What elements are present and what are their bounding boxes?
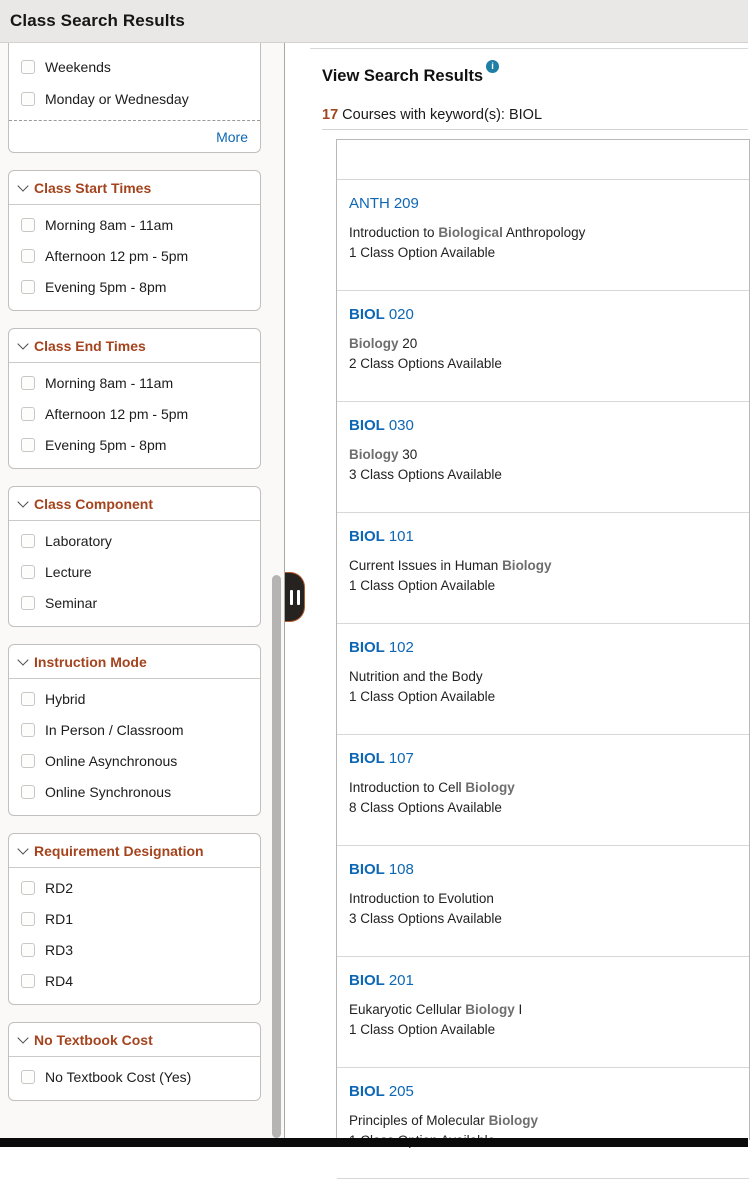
course-availability: 3 Class Options Available [349, 467, 502, 482]
course-number: 030 [388, 417, 414, 434]
course-code-link[interactable] [349, 971, 735, 990]
filter-checkbox-label: Morning 8am - 11am [45, 374, 174, 391]
filter-section-items [9, 363, 260, 468]
course-subject: BIOL [349, 750, 385, 767]
results-title: View Search Results [322, 67, 484, 85]
filter-checkbox[interactable] [21, 723, 35, 737]
course-availability: 1 Class Option Available [349, 245, 496, 260]
course-list [337, 180, 749, 1179]
filter-checkbox-item[interactable] [9, 398, 260, 429]
filter-checkbox-label: RD2 [45, 879, 74, 896]
course-number: 020 [388, 306, 414, 323]
course-result-row[interactable] [337, 513, 749, 624]
filter-checkbox-item[interactable] [9, 872, 260, 903]
course-code-link[interactable] [349, 194, 735, 213]
course-code-link[interactable] [349, 860, 735, 879]
filter-checkbox[interactable] [21, 218, 35, 232]
filter-checkbox[interactable] [21, 92, 35, 106]
filter-checkbox-label: Seminar [45, 594, 98, 611]
filter-checkbox-label: Evening 5pm - 8pm [45, 278, 167, 295]
sidebar-scrollbar-thumb[interactable] [272, 575, 281, 1138]
filter-checkbox-label: Monday or Wednesday [45, 91, 189, 107]
grid-toolbar-row [337, 140, 749, 180]
filter-checkbox-label: Online Asynchronous [45, 752, 178, 769]
filter-checkbox-item[interactable] [9, 271, 260, 302]
results-title-row [322, 61, 499, 86]
truncated-items-root [9, 51, 260, 115]
filter-section-items [9, 679, 260, 815]
filter-section [8, 833, 261, 1005]
filter-sidebar [0, 43, 285, 1138]
course-title: Introduction to Cell Biology [349, 780, 515, 795]
chevron-down-icon [17, 496, 28, 507]
course-availability: 2 Class Options Available [349, 356, 502, 371]
chevron-down-icon [17, 180, 28, 191]
chevron-down-icon [17, 1032, 28, 1043]
course-subject: BIOL [349, 417, 385, 434]
filter-checkbox[interactable] [21, 280, 35, 294]
filter-checkbox-label: Laboratory [45, 532, 112, 549]
filter-section [8, 170, 261, 311]
course-result-row[interactable] [337, 846, 749, 957]
filter-checkbox[interactable] [21, 881, 35, 895]
filter-section-header[interactable] [9, 329, 260, 363]
course-code-link[interactable] [349, 1082, 735, 1101]
filter-checkbox-item[interactable] [9, 556, 260, 587]
course-result-row[interactable] [337, 624, 749, 735]
filter-section [8, 644, 261, 816]
filter-box-days [8, 43, 261, 153]
course-result-row[interactable] [337, 1068, 749, 1179]
bottom-edge-bar [0, 1138, 748, 1147]
course-number: 101 [388, 528, 414, 545]
filter-checkbox-item[interactable] [9, 83, 260, 115]
results-count-row [322, 107, 542, 123]
course-title: Introduction to Evolution [349, 891, 494, 906]
course-title: Current Issues in Human Biology [349, 558, 552, 573]
course-code-link[interactable] [349, 416, 735, 435]
handle-grip-bar [297, 590, 300, 605]
filter-checkbox[interactable] [21, 376, 35, 390]
filter-section [8, 1022, 261, 1101]
filter-checkbox[interactable] [21, 565, 35, 579]
sidebar-sections [0, 170, 284, 1101]
filter-checkbox-item[interactable] [9, 525, 260, 556]
filter-section-header[interactable] [9, 171, 260, 205]
filter-checkbox-label: Evening 5pm - 8pm [45, 436, 167, 453]
course-title: Principles of Molecular Biology [349, 1113, 539, 1128]
course-subject: ANTH [349, 195, 390, 212]
course-results-grid [336, 139, 750, 1140]
course-title: Biology 20 [349, 336, 418, 351]
handle-grip-bar [290, 590, 293, 605]
filter-section-items [9, 868, 260, 1004]
course-subject: BIOL [349, 528, 385, 545]
filter-checkbox-label: Lecture [45, 563, 92, 580]
panel-resize-handle-icon[interactable] [285, 572, 305, 622]
filter-checkbox-label: In Person / Classroom [45, 721, 184, 738]
filter-checkbox-label: Afternoon 12 pm - 5pm [45, 247, 189, 264]
filter-checkbox[interactable] [21, 596, 35, 610]
filter-checkbox[interactable] [21, 785, 35, 799]
course-code-link[interactable] [349, 749, 735, 768]
filter-checkbox[interactable] [21, 438, 35, 452]
filter-section [8, 328, 261, 469]
course-result-row[interactable] [337, 180, 749, 291]
filter-checkbox-item[interactable] [9, 367, 260, 398]
chevron-down-icon [17, 338, 28, 349]
filter-checkbox[interactable] [21, 1070, 35, 1084]
filter-section-items [9, 521, 260, 626]
course-subject: BIOL [349, 639, 385, 656]
filter-section-title: Class Start Times [34, 179, 152, 196]
course-code-link[interactable] [349, 527, 735, 546]
filter-checkbox[interactable] [21, 407, 35, 421]
filter-section-header[interactable] [9, 487, 260, 521]
course-result-row[interactable] [337, 957, 749, 1068]
filter-section-title: Requirement Designation [34, 842, 204, 859]
filter-section-header[interactable] [9, 645, 260, 679]
course-result-row[interactable] [337, 735, 749, 846]
filter-checkbox[interactable] [21, 534, 35, 548]
course-availability: 1 Class Option Available [349, 689, 496, 704]
search-results-panel [286, 43, 748, 1138]
filter-checkbox-item[interactable] [9, 1061, 260, 1092]
filter-checkbox[interactable] [21, 692, 35, 706]
filter-checkbox-item[interactable] [9, 429, 260, 460]
filter-checkbox-label: No Textbook Cost (Yes) [45, 1068, 192, 1085]
filter-checkbox[interactable] [21, 912, 35, 926]
filter-section [8, 486, 261, 627]
filter-section-items [9, 205, 260, 310]
filter-section-header[interactable] [9, 1023, 260, 1057]
course-result-row[interactable] [337, 402, 749, 513]
course-code-link[interactable] [349, 305, 735, 324]
course-number: 102 [388, 639, 414, 656]
course-code-link[interactable] [349, 638, 735, 657]
filter-checkbox-item[interactable] [9, 714, 260, 745]
filter-checkbox-item[interactable] [9, 683, 260, 714]
filter-checkbox-label: Morning 8am - 11am [45, 216, 174, 233]
course-number: 201 [388, 972, 414, 989]
filter-section-title: Class Component [34, 495, 154, 512]
course-title: Nutrition and the Body [349, 669, 483, 684]
course-title: Biology 30 [349, 447, 418, 462]
page-header [0, 0, 748, 43]
course-result-row[interactable] [337, 291, 749, 402]
chevron-down-icon [17, 654, 28, 665]
page-title: Class Search Results [10, 11, 185, 30]
filter-section-title: Instruction Mode [34, 653, 147, 670]
filter-checkbox-label: RD3 [45, 941, 74, 958]
course-title: Eukaryotic Cellular Biology I [349, 1002, 523, 1017]
filter-checkbox-label: RD1 [45, 910, 74, 927]
course-subject: BIOL [349, 1083, 385, 1100]
filter-checkbox[interactable] [21, 943, 35, 957]
filter-checkbox-item[interactable] [9, 240, 260, 271]
results-top-divider [310, 48, 748, 49]
filter-checkbox-item[interactable] [9, 776, 260, 807]
course-title: Introduction to Biological Anthropology [349, 225, 586, 240]
filter-checkbox-label: Afternoon 12 pm - 5pm [45, 405, 189, 422]
filter-checkbox[interactable] [21, 974, 35, 988]
results-count-divider [322, 129, 748, 130]
filter-section-title: Class End Times [34, 337, 146, 354]
filter-checkbox-label: Online Synchronous [45, 783, 172, 800]
course-number: 205 [388, 1083, 414, 1100]
filter-checkbox[interactable] [21, 249, 35, 263]
chevron-down-icon [17, 843, 28, 854]
results-count: 17 [322, 107, 339, 123]
filter-checkbox[interactable] [21, 754, 35, 768]
filter-checkbox-label: Weekends [45, 59, 111, 75]
course-number: 107 [388, 750, 414, 767]
course-subject: BIOL [349, 972, 385, 989]
filter-checkbox-item[interactable] [9, 209, 260, 240]
course-availability: 3 Class Options Available [349, 911, 502, 926]
filter-checkbox[interactable] [21, 60, 35, 74]
course-availability: 8 Class Options Available [349, 800, 502, 815]
filter-checkbox-label: RD4 [45, 972, 74, 989]
course-availability: 1 Class Option Available [349, 1022, 496, 1037]
filter-checkbox-item[interactable] [9, 934, 260, 965]
filter-checkbox-label: Hybrid [45, 690, 86, 707]
filter-checkbox-item[interactable] [9, 587, 260, 618]
filter-section-header[interactable] [9, 834, 260, 868]
course-number: 209 [393, 195, 419, 212]
more-row [9, 121, 260, 152]
filter-checkbox-item[interactable] [9, 745, 260, 776]
results-count-text: Courses with keyword(s): BIOL [338, 107, 543, 123]
filter-checkbox-item[interactable] [9, 903, 260, 934]
course-number: 108 [388, 861, 414, 878]
more-link[interactable]: More [216, 128, 248, 145]
course-subject: BIOL [349, 861, 385, 878]
course-subject: BIOL [349, 306, 385, 323]
filter-checkbox-item[interactable] [9, 965, 260, 996]
filter-checkbox-item[interactable] [9, 51, 260, 83]
course-availability: 1 Class Option Available [349, 578, 496, 593]
filter-section-items [9, 1057, 260, 1100]
filter-section-title: No Textbook Cost [34, 1031, 153, 1048]
info-icon[interactable]: i [486, 60, 499, 73]
